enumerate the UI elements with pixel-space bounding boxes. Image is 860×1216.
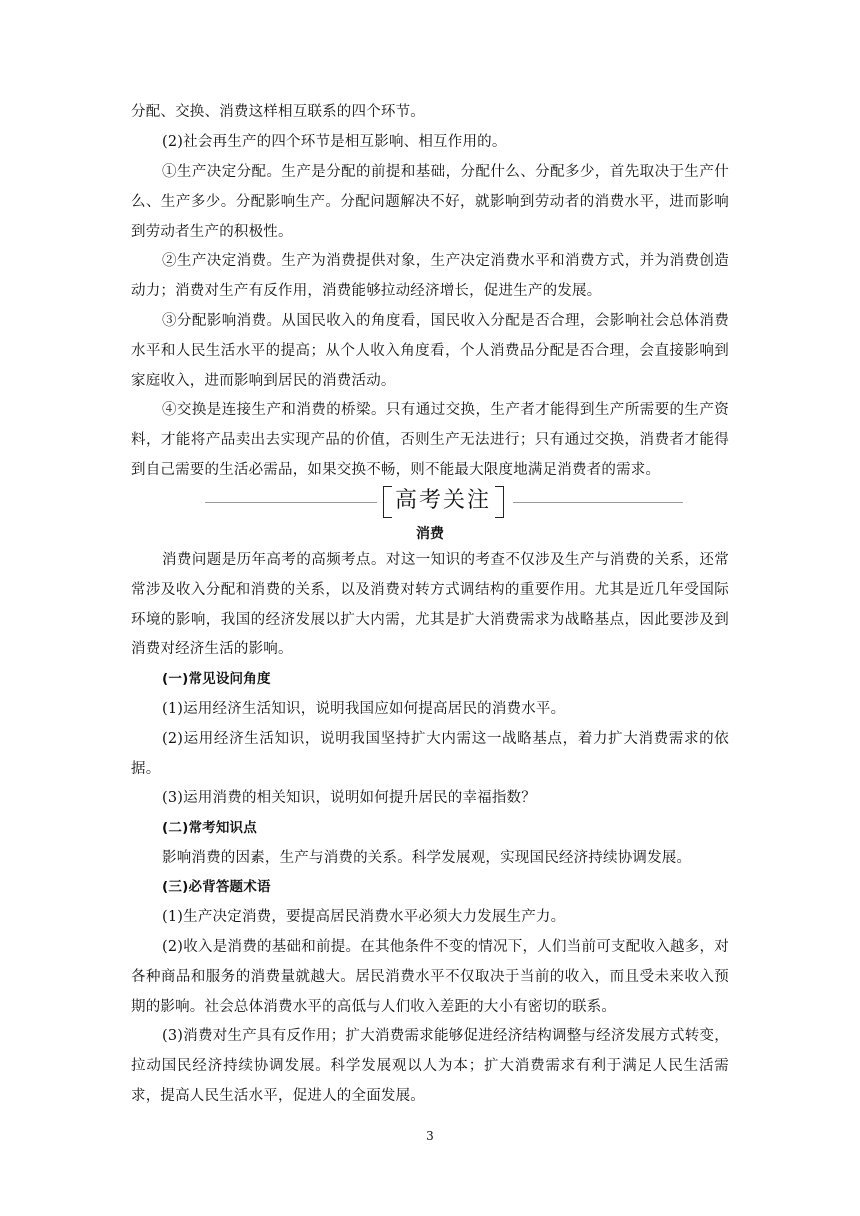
- right-bracket-icon: [495, 486, 504, 518]
- paragraph-point-2: (2)社会再生产的四个环节是相互影响、相互作用的。: [162, 134, 507, 150]
- banner-left-rule: [205, 502, 377, 503]
- answer-term-2: (2)收入是消费的基础和前提。在其他条件不变的情况下，人们当前可支配收入越多，对各种商品和服务的消费量就越大。居民消费水平不仅取决于当前的收入，而且受未来收入预期的影响。社会总体消费水平的高低与人们收入差距的大小有密切的联系。: [131, 939, 729, 1015]
- knowledge-points: 影响消费的因素，生产与消费的关系。科学发展观，实现国民经济持续协调发展。: [162, 850, 692, 866]
- answer-term-3: (3)消费对生产具有反作用；扩大消费需求能够促进经济结构调整与经济发展方式转变，拉动国民经济持续协调发展。科学发展观以人为本；扩大消费需求有利于满足人民生活需求，提高人民生活水平，促进人的全面发展。: [131, 1028, 729, 1104]
- question-3: (3)运用消费的相关知识，说明如何提升居民的幸福指数？: [162, 790, 536, 806]
- heading-question-angles: (一)常见设问角度: [162, 671, 271, 687]
- answer-term-1: (1)生产决定消费，要提高居民消费水平必须大力发展生产力。: [162, 909, 566, 925]
- paragraph-distribution-consumption: ③分配影响消费。从国民收入的角度看，国民收入分配是否合理，会影响社会总体消费水平和人民生活水平的提高；从个人收入角度看，个人消费品分配是否合理，会直接影响到家庭收入，进而影响到居民的消费活动。: [131, 313, 729, 389]
- paragraph-production-distribution: ①生产决定分配。生产是分配的前提和基础，分配什么、分配多少，首先取决于生产什么、生产多少。分配影响生产。分配问题解决不好，就影响到劳动者的消费水平，进而影响到劳动者生产的积极性。: [131, 164, 729, 240]
- page-number: 3: [426, 1129, 434, 1143]
- banner-right-rule: [513, 502, 683, 503]
- question-1: (1)运用经济生活知识，说明我国应如何提高居民的消费水平。: [162, 701, 566, 717]
- heading-answer-terms: (三)必背答题术语: [162, 879, 271, 895]
- section-title: 消费: [416, 526, 444, 542]
- intro-paragraph: 消费问题是历年高考的高频考点。对这一知识的考查不仅涉及生产与消费的关系，还常常涉及收入分配和消费的关系，以及消费对转方式调结构的重要作用。尤其是近几年受国际环境的影响，我国的经济发展以扩大内需，尤其是扩大消费需求为战略基点，因此要涉及到消费对经济生活的影响。: [131, 552, 729, 658]
- question-2: (2)运用经济生活知识，说明我国坚持扩大内需这一战略基点，着力扩大消费需求的依据。: [131, 731, 729, 777]
- heading-knowledge-points: (二)常考知识点: [162, 820, 257, 836]
- banner-title: 高考关注: [394, 488, 491, 513]
- section-banner: [205, 484, 683, 520]
- paragraph-exchange: ④交换是连接生产和消费的桥梁。只有通过交换，生产者才能得到生产所需要的生产资料，才能将产品卖出去实现产品的价值，否则生产无法进行；只有通过交换，消费者才能得到自己需要的生活必需品，如果交换不畅，则不能最大限度地满足消费者的需求。: [131, 402, 729, 478]
- paragraph-production-consumption: ②生产决定消费。生产为消费提供对象，生产决定消费水平和消费方式，并为消费创造动力；消费对生产有反作用，消费能够拉动经济增长，促进生产的发展。: [131, 253, 729, 299]
- paragraph-continuation: 分配、交换、消费这样相互联系的四个环节。: [131, 104, 425, 120]
